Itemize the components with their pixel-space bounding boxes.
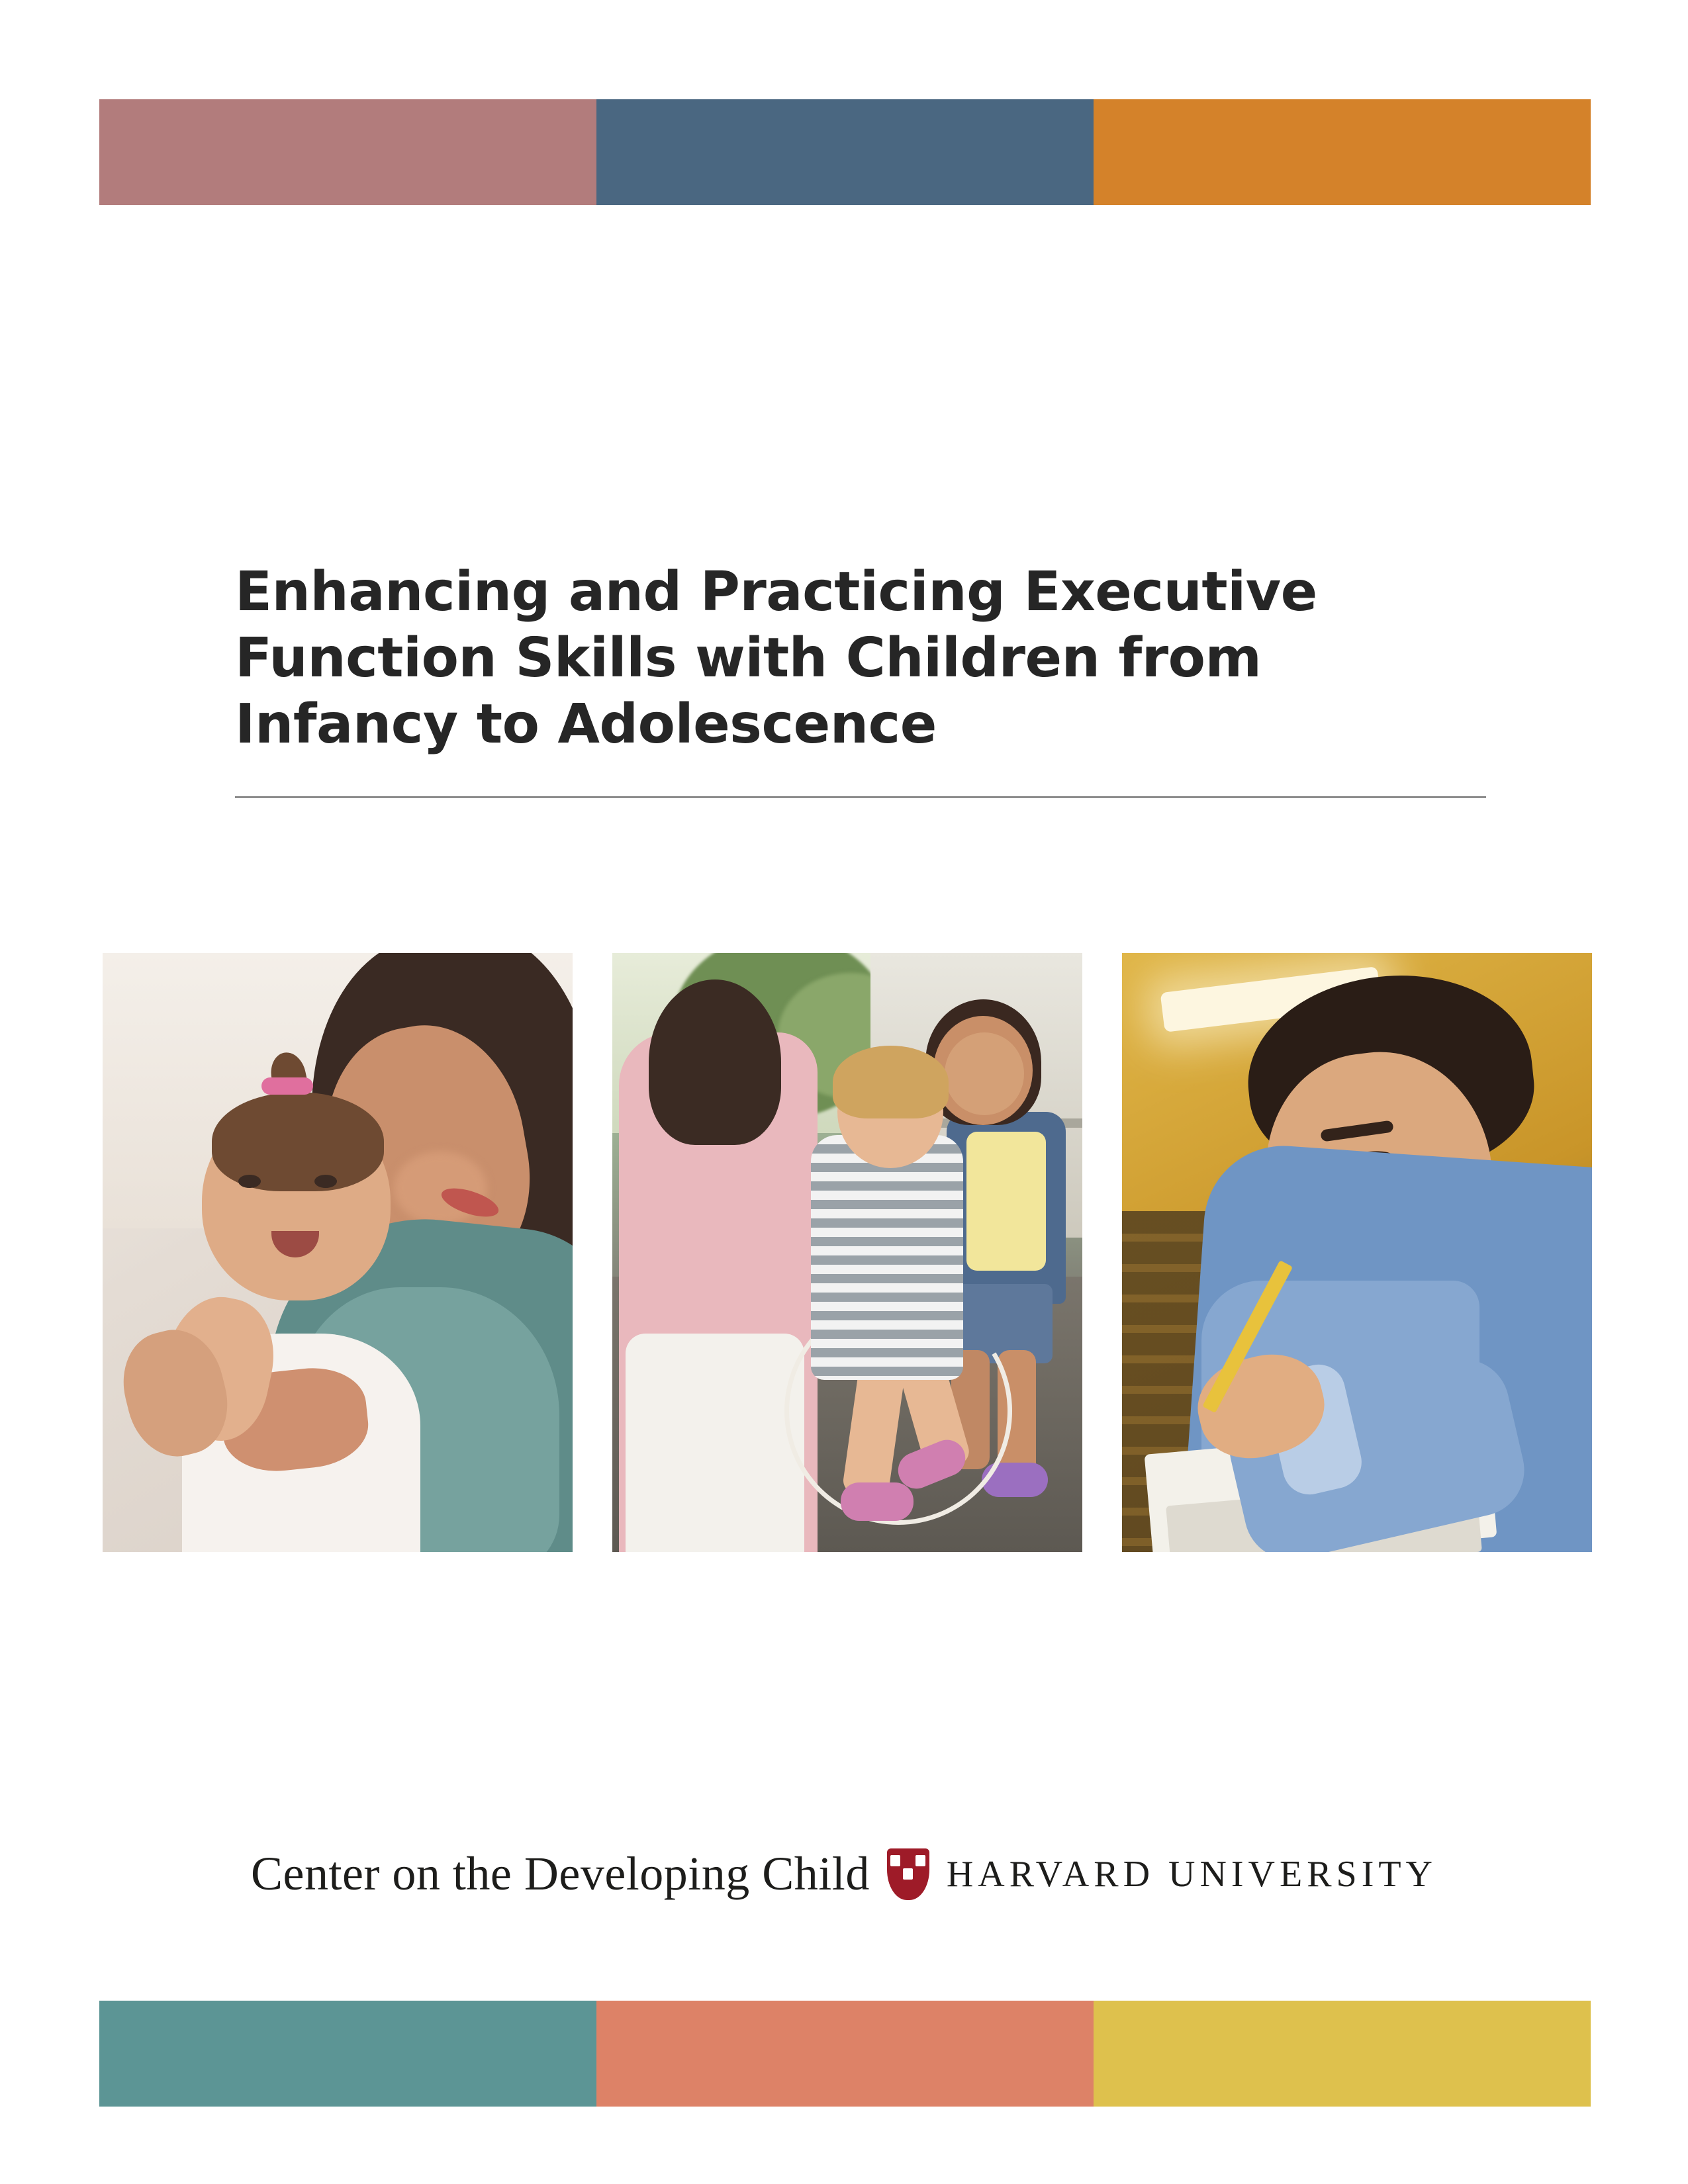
university-name: HARVARD UNIVERSITY bbox=[946, 1853, 1437, 1895]
cover-photo-children bbox=[612, 953, 1082, 1552]
top-bar-segment-3 bbox=[1094, 99, 1591, 205]
cover-photo-strip bbox=[103, 953, 1592, 1555]
top-bar-segment-2 bbox=[596, 99, 1094, 205]
bottom-bar-segment-2 bbox=[596, 2001, 1094, 2107]
cover-photo-infant bbox=[103, 953, 573, 1552]
harvard-shield-icon bbox=[887, 1848, 929, 1900]
title-divider bbox=[235, 796, 1486, 798]
page-title: Enhancing and Practicing Executive Function Skills with Children from Infancy to Adolescence bbox=[235, 561, 1317, 756]
top-bar-segment-1 bbox=[99, 99, 596, 205]
bottom-bar-segment-3 bbox=[1094, 2001, 1591, 2107]
bottom-bar-segment-1 bbox=[99, 2001, 596, 2107]
logo-lockup bbox=[0, 1846, 1688, 1901]
top-color-bar bbox=[99, 99, 1591, 205]
cover-photo-teen bbox=[1122, 953, 1592, 1552]
title-block bbox=[235, 559, 1493, 798]
bottom-color-bar bbox=[99, 2001, 1591, 2107]
organization-name: Center on the Developing Child bbox=[250, 1847, 870, 1900]
